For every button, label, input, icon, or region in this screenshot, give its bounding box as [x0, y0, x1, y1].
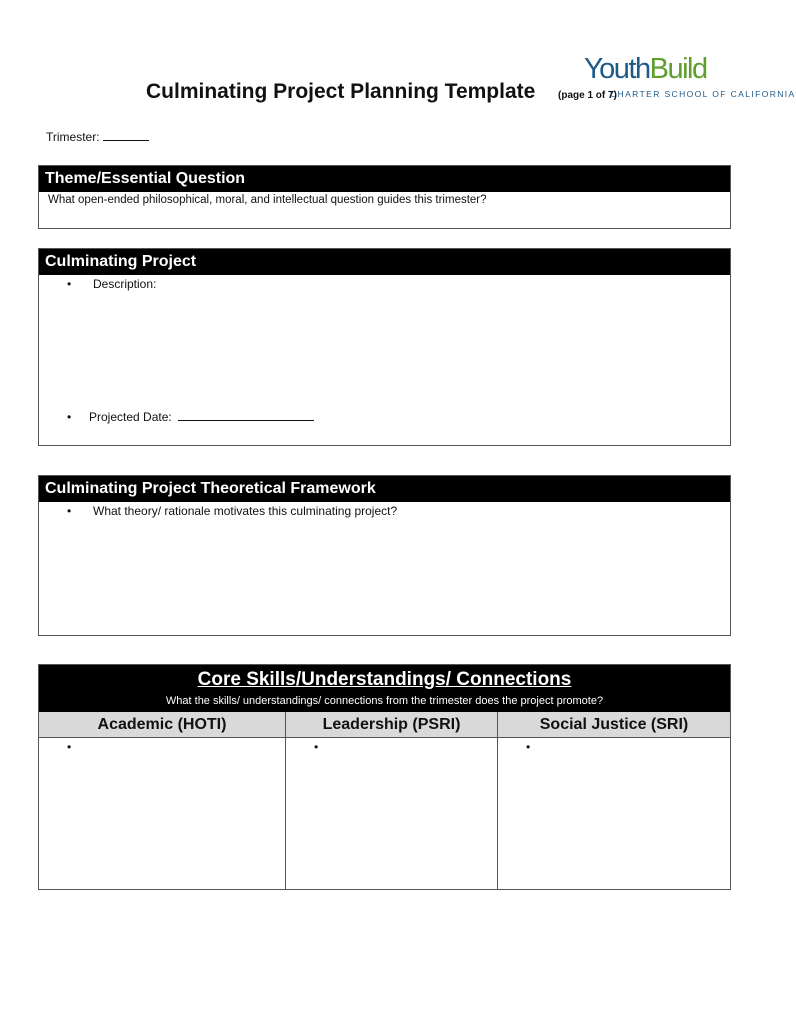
core-subheading: What the skills/ understandings/ connections from the trimester does the project promote?: [165, 695, 604, 707]
framework-heading: Culminating Project Theoretical Framework: [39, 476, 730, 502]
page-title: Culminating Project Planning Template: [146, 80, 536, 103]
theme-section: [38, 165, 731, 229]
logo-wordmark: YouthBuild: [584, 53, 707, 85]
column-academic-label: Academic (HOTI): [39, 712, 285, 738]
project-heading: Culminating Project: [39, 249, 730, 275]
projected-date-label: Projected Date:: [89, 410, 172, 424]
projected-date-row: [67, 410, 314, 424]
core-heading: Core Skills/Understandings/ Connections: [197, 669, 572, 690]
framework-prompt: What theory/ rationale motivates this culminating project?: [93, 504, 398, 518]
theme-heading: Theme/Essential Question: [39, 166, 730, 192]
description-row: [67, 277, 156, 291]
theoretical-framework-section: [38, 475, 731, 636]
column-social-justice: [498, 712, 730, 890]
bullet-marker: •: [67, 410, 72, 424]
bullet-marker: •: [67, 504, 72, 518]
trimester-label: Trimester:: [46, 130, 100, 144]
bullet-marker[interactable]: •: [67, 740, 72, 754]
trimester-field: [46, 130, 149, 144]
bullet-marker[interactable]: •: [314, 740, 319, 754]
bullet-marker: •: [67, 277, 72, 291]
logo-subtitle: CHARTER SCHOOL OF CALIFORNIA: [610, 89, 796, 99]
column-leadership-label: Leadership (PSRI): [286, 712, 497, 738]
trimester-blank[interactable]: [103, 131, 149, 141]
column-leadership: [286, 712, 498, 890]
bullet-marker[interactable]: •: [526, 740, 531, 754]
description-label: Description:: [93, 277, 157, 291]
projected-date-blank[interactable]: [178, 411, 314, 421]
core-columns: [39, 712, 730, 890]
framework-prompt-row: [67, 504, 397, 518]
column-social-justice-label: Social Justice (SRI): [498, 712, 730, 738]
column-academic: [39, 712, 286, 890]
core-header: [39, 665, 730, 712]
theme-prompt: What open-ended philosophical, moral, and intellectual question guides this trimester?: [48, 194, 487, 206]
core-skills-section: [38, 664, 731, 890]
page-number-note: (page 1 of 7): [558, 90, 617, 101]
culminating-project-section: [38, 248, 731, 446]
